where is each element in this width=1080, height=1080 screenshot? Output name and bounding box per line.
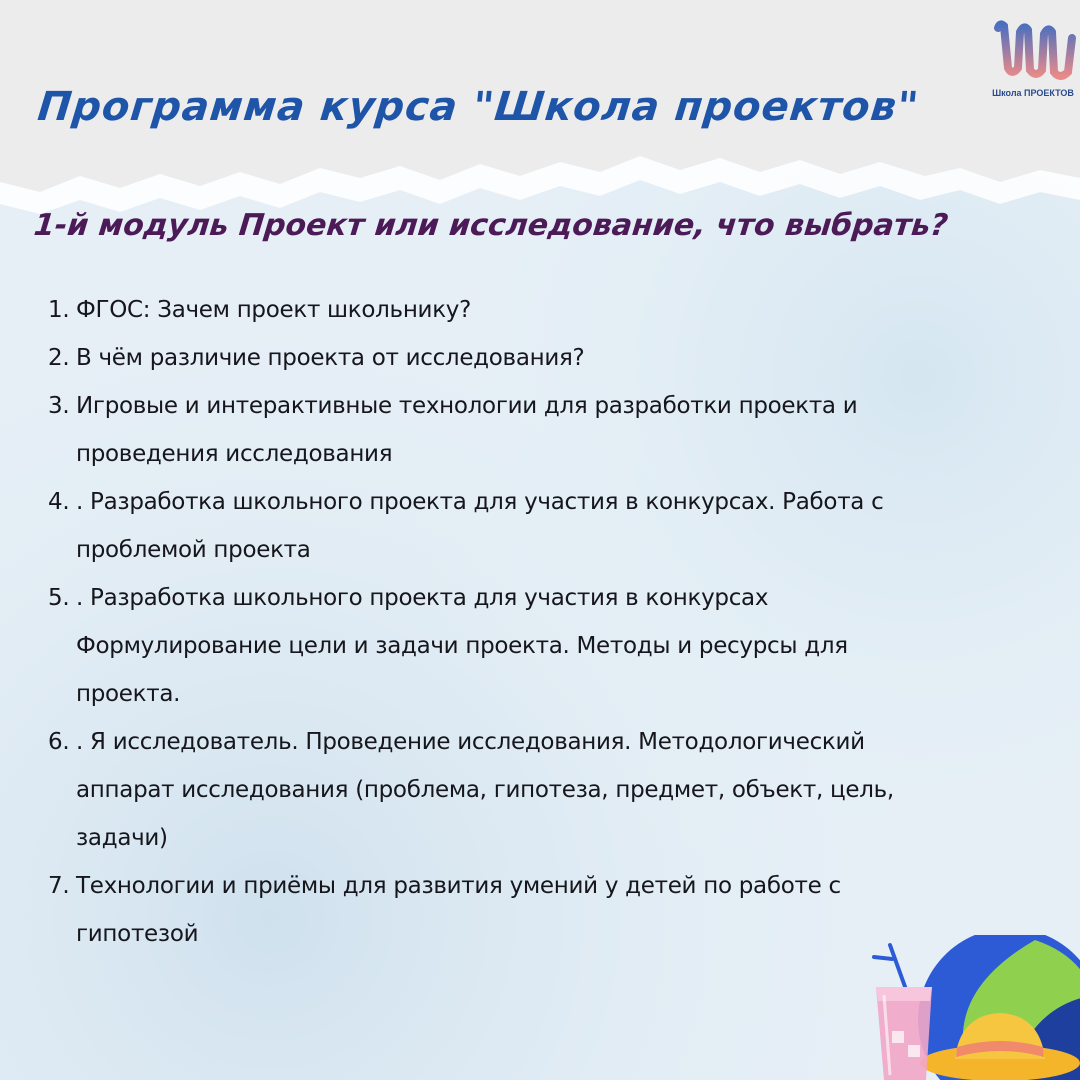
item-number: 7.	[48, 873, 70, 899]
item-line: проведения исследования	[76, 441, 393, 467]
list-item	[48, 718, 1058, 862]
list-item	[48, 382, 1058, 478]
item-line: Игровые и интерактивные технологии для разработки проекта и	[76, 393, 858, 419]
beach-illustration	[860, 935, 1080, 1080]
item-line: Формулирование цели и задачи проекта. Методы и ресурсы для	[76, 633, 848, 659]
item-line: задачи)	[76, 825, 168, 851]
item-number: 5.	[48, 585, 70, 611]
list-item	[48, 478, 1058, 574]
drink-glass-icon	[874, 945, 932, 1080]
item-text: ФГОС: Зачем проект школьнику?	[76, 297, 472, 323]
item-line: проекта.	[76, 681, 181, 707]
item-number: 3.	[48, 393, 70, 419]
list-item	[48, 334, 1058, 382]
item-line: Технологии и приёмы для развития умений у детей по работе с	[76, 873, 841, 899]
module-title: 1-й модуль Проект или исследование, что выбрать?	[32, 208, 950, 243]
program-list	[48, 286, 1058, 958]
item-line: гипотезой	[76, 921, 199, 947]
item-line: . Разработка школьного проекта для участия в конкурсах	[76, 585, 769, 611]
page-title: Программа курса "Школа проектов"	[35, 84, 922, 130]
school-logo	[988, 18, 1078, 108]
item-number: 2.	[48, 345, 70, 371]
item-line: проблемой проекта	[76, 537, 311, 563]
school-logo-icon	[988, 18, 1078, 88]
item-line: аппарат исследования (проблема, гипотеза, предмет, объект, цель,	[76, 777, 894, 803]
logo-caption: Школа ПРОЕКТОВ	[992, 88, 1074, 98]
item-number: 4.	[48, 489, 70, 515]
item-number: 1.	[48, 297, 70, 323]
item-number: 6.	[48, 729, 70, 755]
item-text: В чём различие проекта от исследования?	[76, 345, 585, 371]
item-line: . Разработка школьного проекта для участия в конкурсах. Работа с	[76, 489, 884, 515]
list-item	[48, 574, 1058, 718]
list-item	[48, 286, 1058, 334]
item-line: . Я исследователь. Проведение исследования. Методологический	[76, 729, 865, 755]
